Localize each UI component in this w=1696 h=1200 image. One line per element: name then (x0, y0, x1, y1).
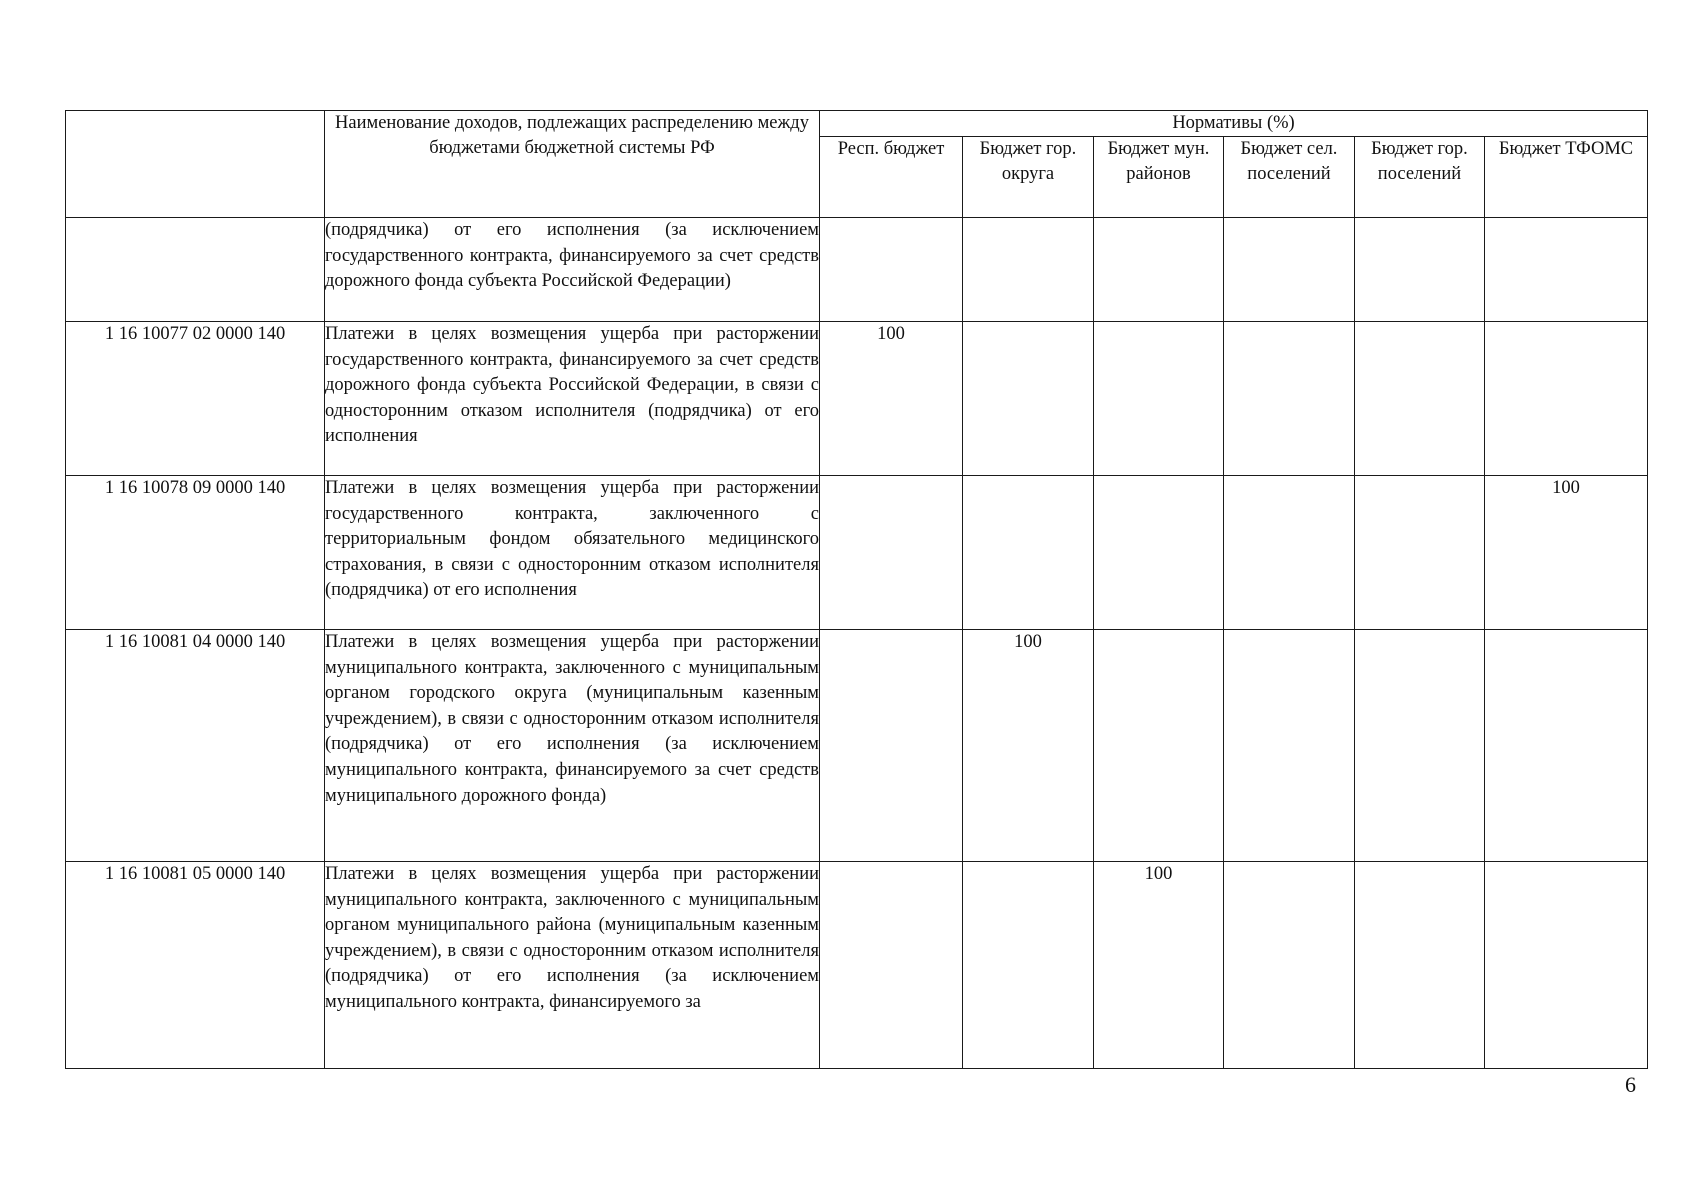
row-value-gor-okruga (963, 476, 1094, 630)
header-col-tfoms: Бюджет ТФОМС (1485, 137, 1648, 218)
row-value-resp (820, 476, 963, 630)
row-value-gor-okruga: 100 (963, 630, 1094, 862)
row-value-resp (820, 218, 963, 322)
row-value-gor-poseleniy (1355, 862, 1485, 1069)
row-code (66, 218, 325, 322)
row-name: Платежи в целях возмещения ущерба при расторжении государственного контракта, заключенного с территориальным фондом обязательного медицинского страхования, в связи с односторонним отказом исполнителя (подрядчика) от его исполнения (325, 476, 820, 630)
header-col-resp: Респ. бюджет (820, 137, 963, 218)
header-code (66, 111, 325, 218)
row-value-mun-rayonov (1094, 630, 1224, 862)
table-row (66, 322, 1648, 476)
row-value-gor-okruga (963, 322, 1094, 476)
row-code: 1 16 10078 09 0000 140 (66, 476, 325, 630)
row-code: 1 16 10077 02 0000 140 (66, 322, 325, 476)
row-value-mun-rayonov (1094, 322, 1224, 476)
table-row (66, 476, 1648, 630)
header-col-mun-rayonov: Бюджет мун. районов (1094, 137, 1224, 218)
row-name: Платежи в целях возмещения ущерба при расторжении государственного контракта, финансируемого за счет средств дорожного фонда субъекта Российской Федерации, в связи с односторонним отказом исполнителя (подрядчика) от его исполнения (325, 322, 820, 476)
row-name: (подрядчика) от его исполнения (за исключением государственного контракта, финансируемого за счет средств дорожного фонда субъекта Российской Федерации) (325, 218, 820, 322)
row-value-tfoms (1485, 218, 1648, 322)
row-value-mun-rayonov: 100 (1094, 862, 1224, 1069)
row-value-tfoms (1485, 322, 1648, 476)
row-value-resp (820, 630, 963, 862)
row-value-resp: 100 (820, 322, 963, 476)
header-normatives: Нормативы (%) (820, 111, 1648, 137)
budget-distribution-table (65, 110, 1648, 1069)
row-value-mun-rayonov (1094, 476, 1224, 630)
page-number: 6 (1625, 1072, 1636, 1097)
row-value-gor-poseleniy (1355, 322, 1485, 476)
row-value-sel-poseleniy (1224, 476, 1355, 630)
row-value-gor-poseleniy (1355, 218, 1485, 322)
table-row (66, 218, 1648, 322)
header-col-gor-poseleniy: Бюджет гор. поселений (1355, 137, 1485, 218)
row-value-tfoms (1485, 630, 1648, 862)
row-value-gor-okruga (963, 218, 1094, 322)
row-value-mun-rayonov (1094, 218, 1224, 322)
row-value-sel-poseleniy (1224, 218, 1355, 322)
row-value-gor-okruga (963, 862, 1094, 1069)
table-row (66, 630, 1648, 862)
row-value-sel-poseleniy (1224, 322, 1355, 476)
row-name: Платежи в целях возмещения ущерба при расторжении муниципального контракта, заключенного с муниципальным органом муниципального района (муниципальным казенным учреждением), в связи с односторонним отказом исполнителя (подрядчика) от его исполнения (за исключением муниципального контракта, финансируемого за (325, 862, 820, 1069)
row-value-sel-poseleniy (1224, 862, 1355, 1069)
row-value-gor-poseleniy (1355, 476, 1485, 630)
header-row-1 (66, 111, 1648, 137)
row-code: 1 16 10081 05 0000 140 (66, 862, 325, 1069)
row-value-resp (820, 862, 963, 1069)
header-col-sel-poseleniy: Бюджет сел. поселений (1224, 137, 1355, 218)
row-name: Платежи в целях возмещения ущерба при расторжении муниципального контракта, заключенного с муниципальным органом городского округа (муниципальным казенным учреждением), в связи с односторонним отказом исполнителя (подрядчика) от его исполнения (за исключением муниципального контракта, финансируемого за счет средств муниципального дорожного фонда) (325, 630, 820, 862)
row-code: 1 16 10081 04 0000 140 (66, 630, 325, 862)
row-value-gor-poseleniy (1355, 630, 1485, 862)
row-value-tfoms: 100 (1485, 476, 1648, 630)
table-row (66, 862, 1648, 1069)
header-col-gor-okruga: Бюджет гор. округа (963, 137, 1094, 218)
header-name: Наименование доходов, подлежащих распределению между бюджетами бюджетной системы РФ (325, 111, 820, 218)
row-value-sel-poseleniy (1224, 630, 1355, 862)
row-value-tfoms (1485, 862, 1648, 1069)
